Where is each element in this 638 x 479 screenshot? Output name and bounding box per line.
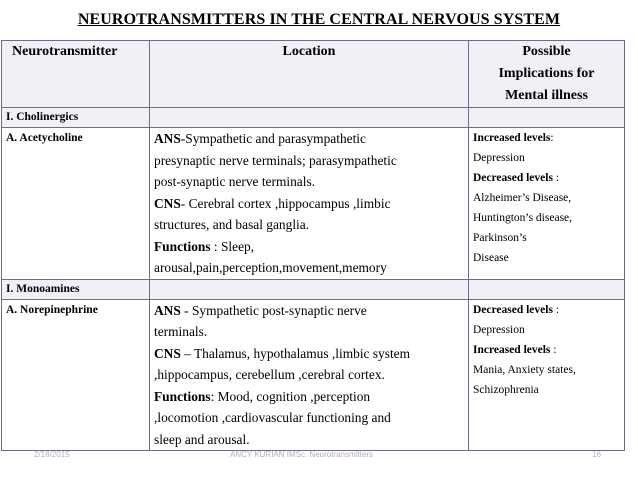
cell-line bbox=[154, 171, 464, 193]
cell-line bbox=[154, 343, 464, 365]
cell-line-text: : bbox=[550, 132, 554, 144]
cell-line bbox=[154, 321, 464, 343]
header-implications bbox=[469, 41, 625, 108]
header-implications-line: Mental illness bbox=[505, 88, 588, 103]
table-row bbox=[2, 299, 625, 451]
cell-line-bold: Functions bbox=[154, 238, 211, 254]
cell-line-text: Huntington’s disease, bbox=[473, 212, 573, 224]
header-implications-line: Implications for bbox=[498, 66, 595, 81]
cell-line-text: terminals. bbox=[154, 324, 208, 339]
cell-line-text: - Cerebral cortex ,hippocampus ,limbic bbox=[180, 195, 391, 211]
cell-line-text: : Sleep, bbox=[210, 238, 255, 254]
header-neurotransmitter: Neurotransmitter bbox=[2, 41, 150, 108]
cell-line-text: Disease bbox=[473, 252, 509, 264]
cell-line-text: Alzheimer’s Disease, bbox=[473, 192, 572, 204]
cell-line-text: Depression bbox=[473, 323, 525, 336]
cell-line bbox=[473, 320, 620, 340]
neurotransmitter-name: A. Norepinephrine bbox=[2, 299, 150, 451]
cell-line-text: : bbox=[552, 303, 560, 316]
slide-footer bbox=[0, 450, 638, 462]
footer-page-number: 16 bbox=[592, 450, 601, 459]
cell-line-text: Mania, Anxiety states, bbox=[473, 363, 576, 376]
cell-line bbox=[154, 300, 464, 322]
cell-line bbox=[473, 340, 620, 360]
cell-line-bold: Decreased levels bbox=[473, 172, 553, 184]
cell-line-text: ,hippocampus, cerebellum ,cerebral cortex. bbox=[154, 367, 385, 382]
cell-line-text: -Sympathetic and parasympathetic bbox=[180, 131, 366, 146]
location-cell bbox=[150, 128, 469, 280]
cell-line-text: Depression bbox=[473, 152, 525, 164]
cell-line-text: sleep and arousal. bbox=[154, 431, 250, 447]
implications-cell bbox=[469, 128, 625, 280]
cell-line-bold: Decreased levels bbox=[473, 303, 553, 316]
neurotransmitter-name: A. Acetycholine bbox=[2, 128, 150, 280]
header-implications-line: Possible bbox=[522, 44, 571, 59]
cell-line bbox=[154, 150, 464, 172]
cell-line bbox=[154, 128, 464, 150]
implications-cell bbox=[469, 299, 625, 451]
cell-line-bold: CNS bbox=[154, 195, 181, 211]
cell-line bbox=[473, 228, 620, 248]
cell-line bbox=[154, 193, 464, 215]
cell-line-text: presynaptic nerve terminals; parasympathetic bbox=[154, 152, 397, 168]
cell-line-text: - Sympathetic post-synaptic nerve bbox=[180, 302, 367, 318]
section-label: I. Monoamines bbox=[2, 279, 150, 299]
location-cell bbox=[150, 299, 469, 451]
neurotransmitter-table bbox=[1, 40, 625, 451]
cell-line bbox=[154, 364, 464, 386]
cell-line bbox=[473, 188, 620, 208]
cell-line bbox=[473, 360, 620, 380]
section-empty-cell bbox=[150, 108, 469, 128]
cell-line-text: : bbox=[550, 343, 557, 356]
cell-line bbox=[154, 386, 464, 408]
table-header-row bbox=[2, 41, 625, 108]
section-row bbox=[2, 108, 625, 128]
cell-line-text: Schizophrenia bbox=[473, 383, 539, 396]
cell-line bbox=[473, 300, 620, 320]
cell-line-text: – Thalamus, hypothalamus ,limbic system bbox=[180, 345, 411, 361]
section-row bbox=[2, 279, 625, 299]
footer-author: ANCY KURIAN IMSc. Neurotransmitters bbox=[230, 450, 373, 459]
cell-line-text: structures, and basal ganglia. bbox=[154, 217, 310, 232]
cell-line bbox=[154, 429, 464, 451]
cell-line bbox=[473, 208, 620, 228]
cell-line bbox=[473, 148, 620, 168]
cell-line-text: ,locomotion ,cardiovascular functioning and bbox=[154, 410, 391, 425]
cell-line-text: post-synaptic nerve terminals. bbox=[154, 174, 316, 189]
section-label: I. Cholinergics bbox=[2, 108, 150, 128]
section-empty-cell bbox=[150, 279, 469, 299]
footer-date: 2/18/2015 bbox=[34, 450, 70, 459]
section-empty-cell bbox=[469, 279, 625, 299]
cell-line-bold: Functions bbox=[154, 388, 211, 404]
cell-line-text: : bbox=[552, 172, 560, 184]
cell-line-bold: Increased levels bbox=[473, 343, 551, 356]
cell-line-bold: CNS bbox=[154, 345, 181, 361]
page-title: NEUROTRANSMITTERS IN THE CENTRAL NERVOUS SYSTEM bbox=[77, 11, 561, 28]
cell-line bbox=[154, 407, 464, 429]
cell-line-text: : Mood, cognition ,perception bbox=[210, 388, 371, 404]
cell-line-text: Parkinson’s bbox=[473, 232, 527, 244]
cell-line bbox=[154, 214, 464, 236]
cell-line-text: arousal,pain,perception,movement,memory bbox=[154, 260, 387, 275]
section-empty-cell bbox=[469, 108, 625, 128]
cell-line bbox=[154, 257, 464, 279]
header-location: Location bbox=[150, 41, 469, 108]
cell-line-bold: ANS bbox=[154, 302, 181, 318]
cell-line bbox=[473, 128, 620, 148]
table-row bbox=[2, 128, 625, 280]
cell-line-bold: Increased levels bbox=[473, 132, 551, 144]
cell-line-bold: ANS bbox=[154, 131, 181, 146]
cell-line bbox=[473, 380, 620, 400]
cell-line bbox=[473, 248, 620, 268]
cell-line bbox=[473, 168, 620, 188]
cell-line bbox=[154, 236, 464, 258]
